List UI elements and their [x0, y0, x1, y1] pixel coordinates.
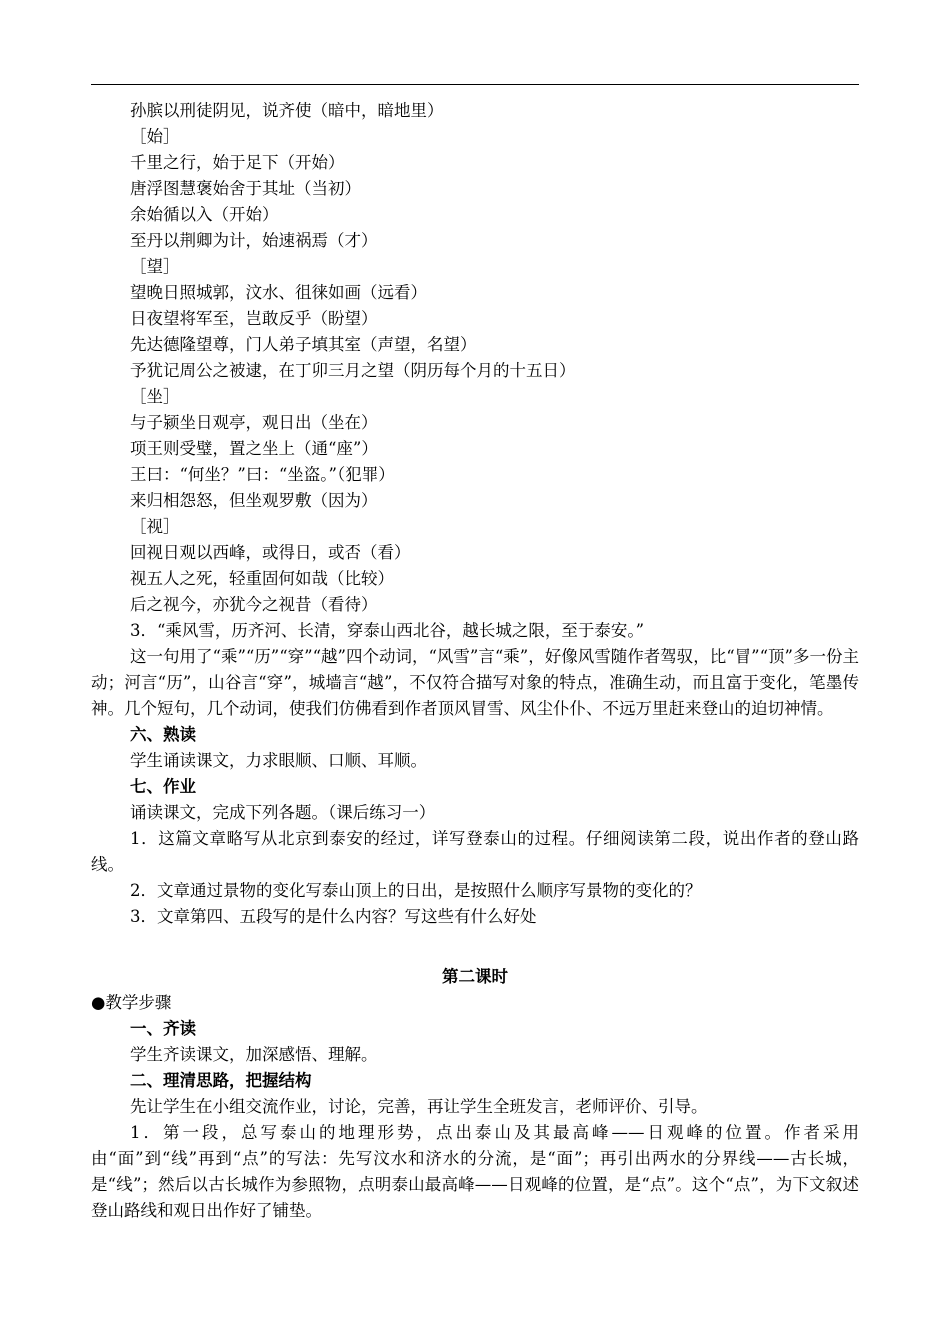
teaching-steps-heading: ●教学步骤 — [91, 993, 172, 1012]
text-line: 王曰：“何坐？”曰：“坐盗。”（犯罪） — [130, 465, 395, 484]
structure-analysis-paragraph: 1．第一段，总写泰山的地理形势，点出泰山及其最高峰——日观峰的位置。作者采用由“面”到“线”再到“点”的写法：先写汶水和济水的分流，是“面”；再引出两水的分界线——古长城，是“线”；然后以古长城作为参照物，点明泰山最高峰——日观峰的位置，是“点”。这个“点”，为下文叙述登山路线和观日出作好了铺垫。 — [91, 1123, 859, 1220]
section-7-text: 诵读课文，完成下列各题。（课后练习一） — [130, 803, 436, 822]
text-line: 先达德隆望尊，门人弟子填其室（声望，名望） — [130, 335, 477, 354]
text-line: ［视］ — [130, 517, 180, 536]
text-line: ［坐］ — [130, 387, 180, 406]
homework-item-3: 3．文章第四、五段写的是什么内容？写这些有什么好处 — [130, 907, 537, 926]
homework-item-1: 1．这篇文章略写从北京到泰安的经过，详写登泰山的过程。仔细阅读第二段，说出作者的登山路线。 — [91, 829, 859, 874]
text-line: 千里之行，始于足下（开始） — [130, 153, 345, 172]
text-line: 项王则受璧，置之坐上（通“座”） — [130, 439, 378, 458]
lesson-2-section-1-heading: 一、齐读 — [130, 1019, 196, 1038]
text-line: 至丹以荆卿为计，始速祸焉（才） — [130, 231, 378, 250]
text-line: 3．“乘风雪，历齐河、长清，穿泰山西北谷，越长城之限，至于泰安。” — [130, 621, 645, 640]
text-line: ［望］ — [130, 257, 180, 276]
section-6-heading: 六、熟读 — [130, 725, 196, 744]
text-line: 后之视今，亦犹今之视昔（看待） — [130, 595, 378, 614]
text-line: 余始循以入（开始） — [130, 205, 279, 224]
section-6-text: 学生诵读课文，力求眼顺、口顺、耳顺。 — [130, 751, 427, 770]
text-line: ［始］ — [130, 127, 180, 146]
text-line: 来归相怨怒，但坐观罗敷（因为） — [130, 491, 378, 510]
lesson-2-section-1-text: 学生齐读课文，加深感悟、理解。 — [130, 1045, 378, 1064]
text-line: 回视日观以西峰，或得日，或否（看） — [130, 543, 411, 562]
text-line: 予犹记周公之被逮，在丁卯三月之望（阴历每个月的十五日） — [130, 361, 576, 380]
text-line: 孙膑以刑徒阴见，说齐使（暗中，暗地里） — [130, 101, 444, 120]
text-line: 望晚日照城郭，汶水、徂徕如画（远看） — [130, 283, 427, 302]
spacer — [91, 930, 859, 964]
text-line: 视五人之死，轻重固何如哉（比较） — [130, 569, 394, 588]
text-line: 与子颍坐日观亭，观日出（坐在） — [130, 413, 378, 432]
homework-item-2: 2．文章通过景物的变化写泰山顶上的日出，是按照什么顺序写景物的变化的？ — [130, 881, 702, 900]
lesson-2-title: 第二课时 — [442, 967, 508, 986]
header-rule — [91, 84, 859, 85]
section-7-heading: 七、作业 — [130, 777, 196, 796]
document-body — [91, 98, 859, 1224]
text-line: 日夜望将军至，岂敢反乎（盼望） — [130, 309, 378, 328]
text-line: 唐浮图慧褒始舍于其址（当初） — [130, 179, 361, 198]
lesson-2-section-2-heading: 二、理清思路，把握结构 — [130, 1071, 312, 1090]
lesson-2-section-2-text: 先让学生在小组交流作业，讨论，完善，再让学生全班发言，老师评价、引导。 — [130, 1097, 708, 1116]
verbs-analysis-paragraph: 这一句用了“乘”“历”“穿”“越”四个动词，“风雪”言“乘”，好像风雪随作者驾驭，比“冒”“顶”多一份主动；河言“历”，山谷言“穿”，城墙言“越”，不仅符合描写对象的特点，准确生动，而且富于变化，笔墨传神。几个短句，几个动词，使我们仿佛看到作者顶风冒雪、风尘仆仆、不远万里赶来登山的迫切神情。 — [91, 647, 859, 718]
